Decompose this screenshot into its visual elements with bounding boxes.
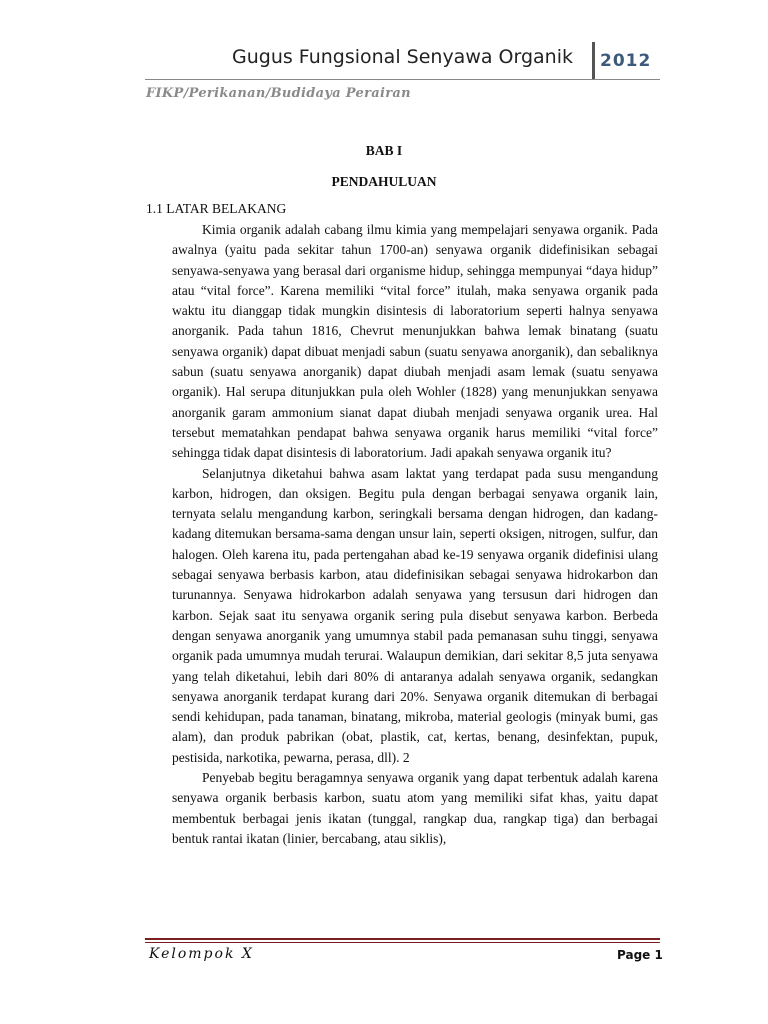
body-text	[172, 220, 658, 849]
chapter-number: BAB I	[365, 143, 403, 158]
footer-group: Kelompok X	[149, 946, 254, 962]
header-subtitle: FIKP/Perikanan/Budidaya Perairan	[146, 86, 411, 101]
header-year: 2012	[600, 51, 652, 71]
paragraph: Penyebab begitu beragamnya senyawa organik yang dapat terbentuk adalah karena senyawa organik berbasis karbon, suatu atom yang memiliki sifat khas, yaitu dapat membentuk berbagai jenis ikatan (tunggal, rangkap dua, rangkap tiga) dan berbagai bentuk rantai ikatan (linier, bercabang, atau siklis),	[172, 770, 658, 846]
page-number: Page 1	[617, 948, 663, 962]
footer-rule-thin	[145, 942, 660, 943]
header-divider	[592, 42, 595, 80]
chapter-title: PENDAHULUAN	[331, 174, 437, 189]
paragraph: Kimia organik adalah cabang ilmu kimia yang mempelajari senyawa organik. Pada awalnya (yaitu pada sekitar tahun 1700-an) senyawa organik didefinisikan sebagai senyawa-senyawa yang berasal dari organisme hidup, sehingga mempunyai “daya hidup” atau “vital force”. Karena memiliki “vital force” itulah, maka senyawa organik pada waktu itu dianggap tidak mungkin disintesis di laboratorium seperti halnya senyawa anorganik. Pada tahun 1816, Chevrut menunjukkan bahwa lemak binatang (suatu senyawa organik) dapat dibuat menjadi sabun (suatu senyawa anorganik), dan sebaliknya sabun (suatu senyawa anorganik) dapat diubah menjadi asam lemak (suatu senyawa organik). Hal serupa ditunjukkan pula oleh Wohler (1828) yang menunjukkan senyawa anorganik garam ammonium sianat dapat diubah menjadi senyawa organik urea. Hal tersebut mematahkan pendapat bahwa senyawa organik harus memiliki “vital force” sehingga tidak dapat disintesis di laboratorium. Jadi apakah senyawa organik itu?	[172, 222, 658, 461]
section-heading: 1.1 LATAR BELAKANG	[146, 201, 287, 216]
header-title: Gugus Fungsional Senyawa Organik	[232, 46, 574, 68]
footer-rule	[145, 938, 660, 940]
header-rule	[145, 79, 660, 80]
paragraph: Selanjutnya diketahui bahwa asam laktat yang terdapat pada susu mengandung karbon, hidrogen, dan oksigen. Begitu pula dengan berbagai senyawa organik lain, ternyata selalu mengandung karbon, seringkali bersama dengan hidrogen, dan kadang-kadang ditemukan bersama-sama dengan unsur lain, seperti oksigen, nitrogen, sulfur, dan halogen. Oleh karena itu, pada pertengahan abad ke-19 senyawa organik didefinisi ulang sebagai senyawa berbasis karbon, atau didefinisikan sebagai senyawa hidrokarbon dan turunannya. Senyawa hidrokarbon adalah senyawa yang tersusun dari hidrogen dan karbon. Sejak saat itu senyawa organik sering pula disebut senyawa karbon. Berbeda dengan senyawa anorganik yang umumnya stabil pada pemanasan suhu tinggi, senyawa organik pada umumnya mudah terurai. Walaupun demikian, dari sekitar 8,5 juta senyawa yang telah diketahui, lebih dari 80% di antaranya adalah senyawa organik, sedangkan senyawa anorganik terdapat kurang dari 20%. Senyawa organik ditemukan di berbagai sendi kehidupan, pada tanaman, binatang, mikroba, material geologis (minyak bumi, gas alam), dan produk pabrikan (obat, plastik, cat, kertas, benang, desinfektan, pupuk, pestisida, narkotika, pewarna, perasa, dll). 2	[172, 465, 658, 765]
